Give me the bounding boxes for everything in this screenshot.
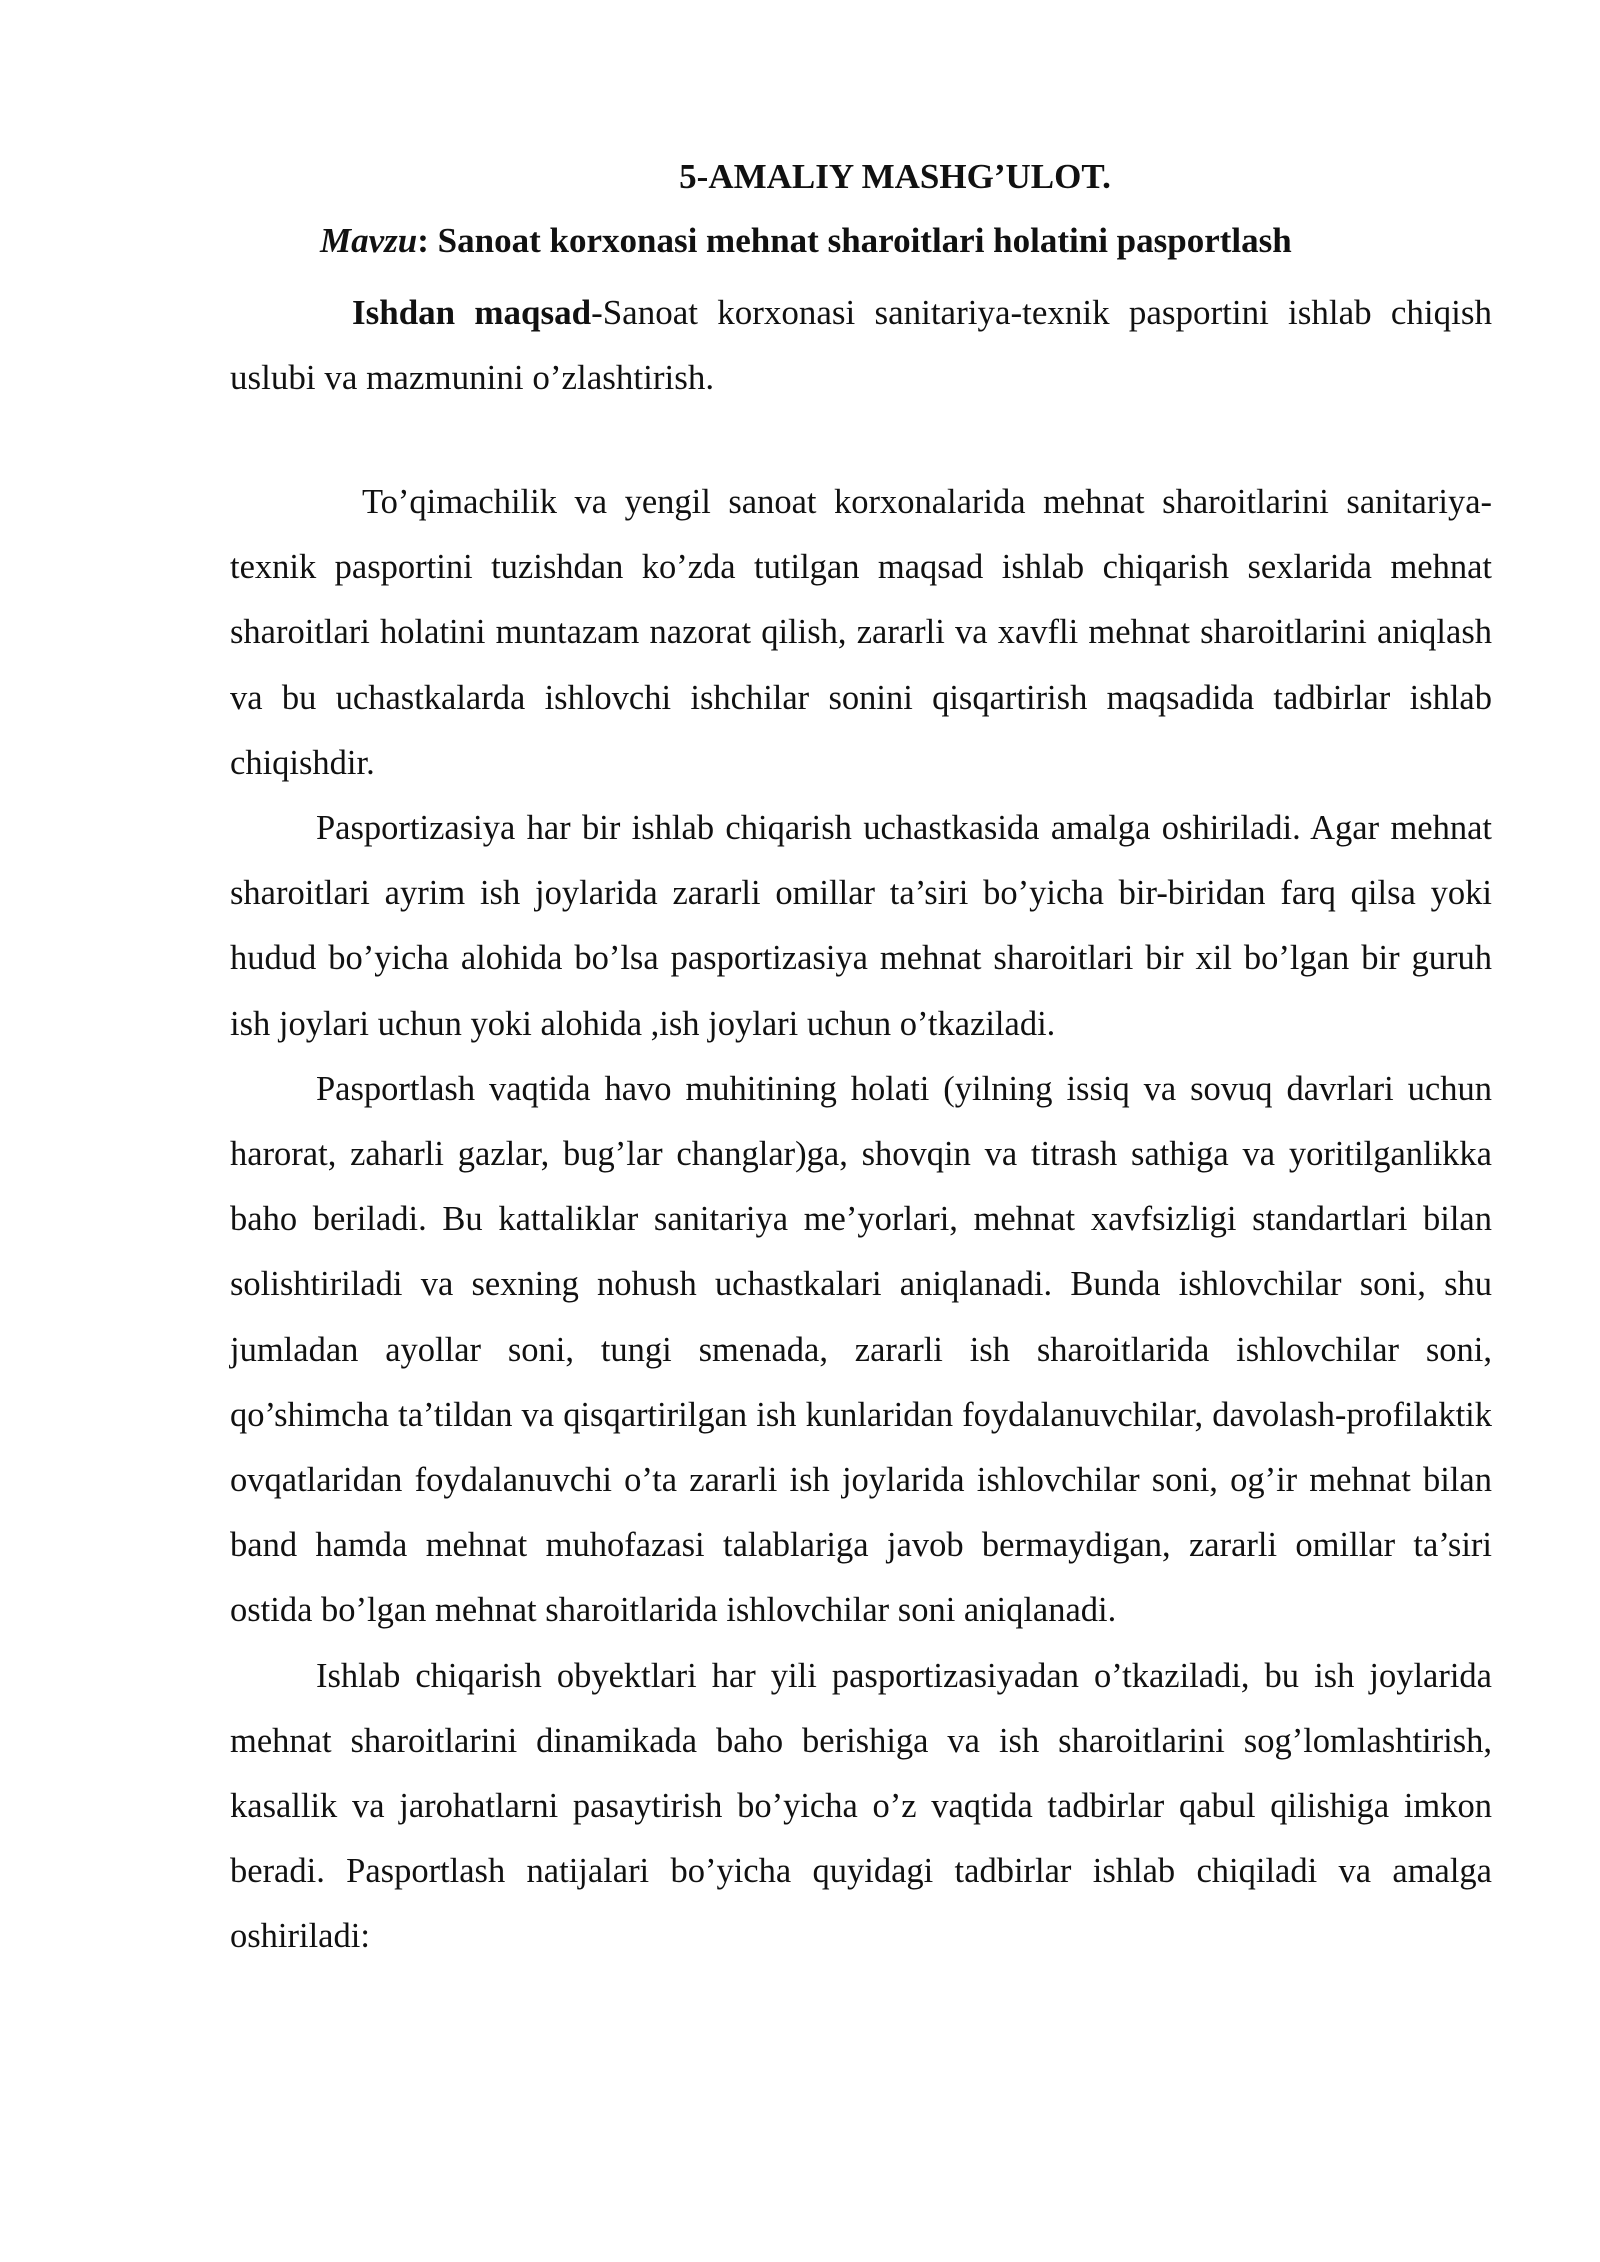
body-paragraph-3: Pasportlash vaqtida havo muhitining holati (yilning issiq va sovuq davrlari uchun harorat, zaharli gazlar, bug’lar changlar)ga, shovqin va titrash sathiga va yoritilganlikka baho beriladi. Bu kattaliklar sanitariya me’yorlari, mehnat xavfsizligi standartlari bilan solishtiriladi va sexning nohush uchastkalari aniqlanadi. Bunda ishlovchilar soni, shu jumladan ayollar soni, tungi smenada, zararli ish sharoitlarida ishlovchilar soni, qo’shimcha ta’tildan va qisqartirilgan ish kunlaridan foydalanuvchilar, davolash-profilaktik ovqatlaridan foydalanuvchi o’ta zararli ish joylarida ishlovchilar soni, og’ir mehnat bilan band hamda mehnat muhofazasi talablariga javob bermaydigan, zararli omillar ta’siri ostida bo’lgan mehnat sharoitlarida ishlovchilar soni aniqlanadi. [230,1069,1492,1630]
goal-text: -Sanoat korxonasi sanitariya-texnik pasportini ishlab chiqish uslubi va mazmunini o’zlashtirish. [230,293,1492,397]
body-paragraph-4: Ishlab chiqarish obyektlari har yili pasportizasiyadan o’tkaziladi, bu ish joylarida mehnat sharoitlarini dinamikada baho berishiga va ish sharoitlarini sog’lomlashtirish, kasallik va jarohatlarni pasaytirish bo’yicha o’z vaqtida tadbirlar qabul qilishiga imkon beradi. Pasportlash natijalari bo’yicha quyidagi tadbirlar ishlab chiqiladi va amalga oshiriladi: [230,1656,1492,1956]
topic-text: Sanoat korxonasi mehnat sharoitlari holatini pasportlash [437,221,1292,260]
body-paragraph-2: Pasportizasiya har bir ishlab chiqarish uchastkasida amalga oshiriladi. Agar mehnat sharoitlari ayrim ish joylarida zararli omillar ta’siri bo’yicha bir-biridan farq qilsa yoki hudud bo’yicha alohida bo’lsa pasportizasiya mehnat sharoitlari bir xil bo’lgan bir guruh ish joylari uchun yoki alohida ,ish joylari uchun o’tkaziladi. [230,809,1492,1043]
topic-label: Mavzu [320,221,418,260]
topic-separator: : [417,221,438,260]
goal-label: Ishdan maqsad [352,293,592,332]
topic-line [320,214,1292,268]
body-paragraph-1: To’qimachilik va yengil sanoat korxonalarida mehnat sharoitlarini sanitariya-texnik pasportini tuzishdan ko’zda tutilgan maqsad ishlab chiqarish sexlarida mehnat sharoitlari holatini muntazam nazorat qilish, zararli va xavfli mehnat sharoitlarini aniqlash va bu uchastkalarda ishlovchi ishchilar sonini qisqartirish maqsadida tadbirlar ishlab chiqishdir. [230,483,1492,782]
goal-paragraph [230,280,1492,410]
document-title: 5-AMALIY MASHG’ULOT. [679,157,1111,196]
body-text [230,470,1492,1970]
